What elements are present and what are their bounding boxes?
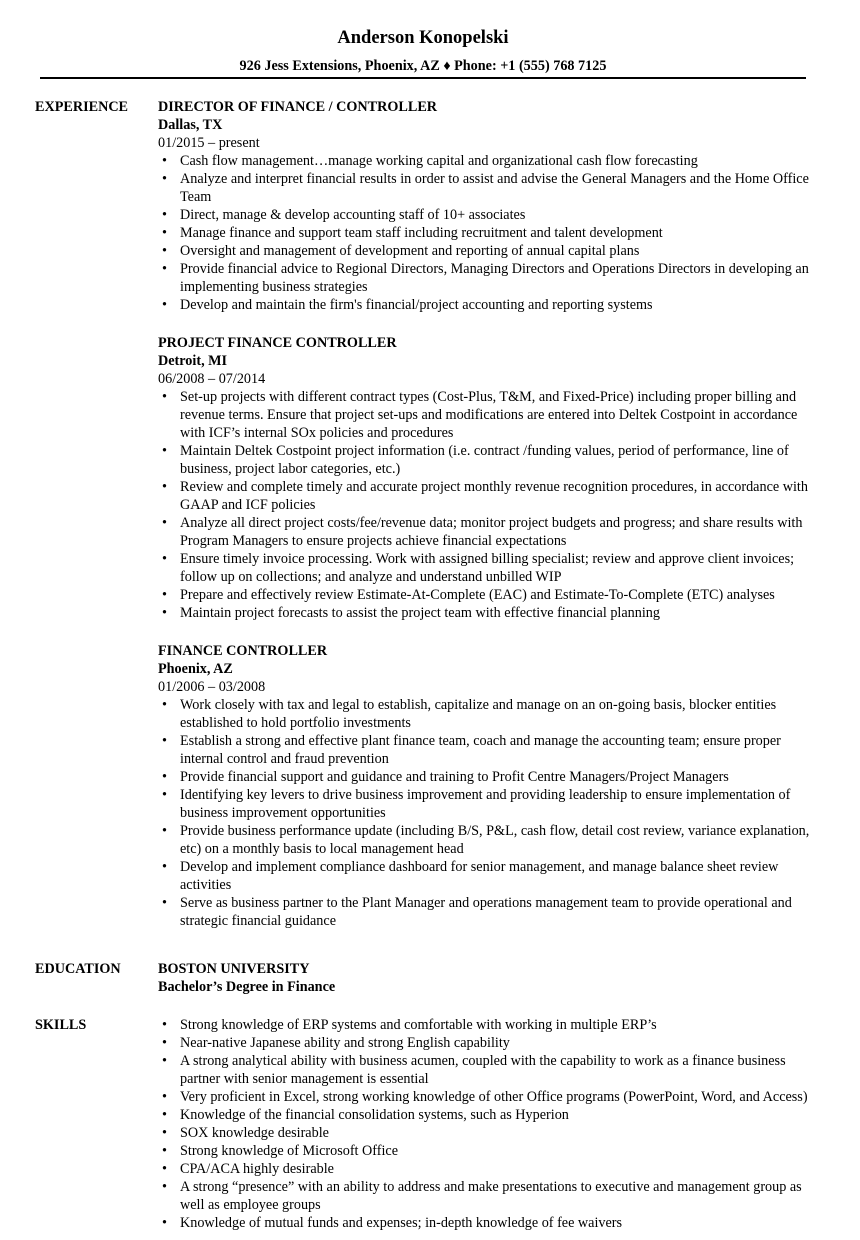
job-bullets [158,696,823,930]
bullet-item: • Maintain project forecasts to assist the project team with effective financial planning [158,604,823,622]
bullet-item: • Ensure timely invoice processing. Work with assigned billing specialist; review and approve client invoices; follow up on collections; and analyze and understand unbilled WIP [158,550,823,586]
section-label-skills: SKILLS [35,1017,87,1033]
bullet-item: • Direct, manage & develop accounting staff of 10+ associates [158,206,823,224]
header-divider [40,77,806,79]
job-title: PROJECT FINANCE CONTROLLER [158,335,397,351]
job-entry [158,642,823,930]
bullet-item: • Analyze all direct project costs/fee/revenue data; monitor project budgets and progress; and share results with Program Managers to ensure projects achieve financial expectations [158,514,823,550]
job-dates: 01/2006 – 03/2008 [158,679,266,695]
bullet-item: • Identifying key levers to drive business improvement and providing leadership to ensure implementation of business improvement opportunities [158,786,823,822]
job-location: Dallas, TX [158,117,223,133]
candidate-name: Anderson Konopelski [337,28,509,48]
bullet-item: • Analyze and interpret financial results in order to assist and advise the General Managers and the Home Office Team [158,170,823,206]
bullet-item: • Set-up projects with different contract types (Cost-Plus, T&M, and Fixed-Price) including proper billing and revenue terms. Ensure that project set-ups and modifications are entered into Deltek Costpoint in accordance with ICF’s internal SOx policies and procedures [158,388,823,442]
bullet-item: • Develop and maintain the firm's financial/project accounting and reporting systems [158,296,823,314]
skill-item: • CPA/ACA highly desirable [158,1160,823,1178]
skill-item: • Strong knowledge of Microsoft Office [158,1142,823,1160]
contact-line: 926 Jess Extensions, Phoenix, AZ ♦ Phone: +1 (555) 768 7125 [239,58,607,74]
section-label-education: EDUCATION [35,961,121,977]
bullet-item: • Provide financial support and guidance and training to Profit Centre Managers/Project Managers [158,768,823,786]
bullet-item: • Prepare and effectively review Estimate-At-Complete (EAC) and Estimate-To-Complete (ETC) analyses [158,586,823,604]
skill-item: • Near-native Japanese ability and strong English capability [158,1034,823,1052]
skill-item: • A strong analytical ability with business acumen, coupled with the capability to work as a finance business partner with senior management is essential [158,1052,823,1088]
job-bullets [158,152,823,314]
bullet-item: • Work closely with tax and legal to establish, capitalize and manage on an on-going basis, blocker entities established to hold portfolio investments [158,696,823,732]
job-entry [158,334,823,622]
job-location: Phoenix, AZ [158,661,233,677]
job-title: FINANCE CONTROLLER [158,643,328,659]
bullet-item: • Maintain Deltek Costpoint project information (i.e. contract /funding values, period of performance, line of business, project labor categories, etc.) [158,442,823,478]
skill-item: • Knowledge of the financial consolidation systems, such as Hyperion [158,1106,823,1124]
bullet-item: • Review and complete timely and accurate project monthly revenue recognition procedures, in accordance with GAAP and ICF policies [158,478,823,514]
job-title: DIRECTOR OF FINANCE / CONTROLLER [158,99,438,115]
section-label-experience: EXPERIENCE [35,99,129,115]
skill-item: • SOX knowledge desirable [158,1124,823,1142]
bullet-item: • Oversight and management of development and reporting of annual capital plans [158,242,823,260]
bullet-item: • Cash flow management…manage working capital and organizational cash flow forecasting [158,152,823,170]
bullet-item: • Establish a strong and effective plant finance team, coach and manage the accounting team; ensure proper internal control and fraud prevention [158,732,823,768]
bullet-item: • Provide business performance update (including B/S, P&L, cash flow, detail cost review, variance explanation, etc) on a monthly basis to local management head [158,822,823,858]
bullet-item: • Manage finance and support team staff including recruitment and talent development [158,224,823,242]
job-dates: 01/2015 – present [158,135,260,151]
skill-item: • A strong “presence” with an ability to address and make presentations to executive and management group as well as employee groups [158,1178,823,1214]
skill-item: • Strong knowledge of ERP systems and comfortable with working in multiple ERP’s [158,1016,823,1034]
job-entry [158,98,823,314]
job-bullets [158,388,823,622]
job-dates: 06/2008 – 07/2014 [158,371,266,387]
job-location: Detroit, MI [158,353,228,369]
skills-list [158,1016,823,1232]
bullet-item: • Serve as business partner to the Plant Manager and operations management team to provide operational and strategic financial guidance [158,894,823,930]
education-school: BOSTON UNIVERSITY [158,961,310,977]
education-entry [158,960,823,996]
education-degree: Bachelor’s Degree in Finance [158,979,336,995]
skills-bullets [158,1016,823,1232]
bullet-item: • Provide financial advice to Regional Directors, Managing Directors and Operations Directors in developing an implementing business strategies [158,260,823,296]
experience-list [158,98,823,950]
skill-item: • Knowledge of mutual funds and expenses; in-depth knowledge of fee waivers [158,1214,823,1232]
skill-item: • Very proficient in Excel, strong working knowledge of other Office programs (PowerPoint, Word, and Access) [158,1088,823,1106]
resume-header [40,0,806,75]
bullet-item: • Develop and implement compliance dashboard for senior management, and manage balance sheet review activities [158,858,823,894]
